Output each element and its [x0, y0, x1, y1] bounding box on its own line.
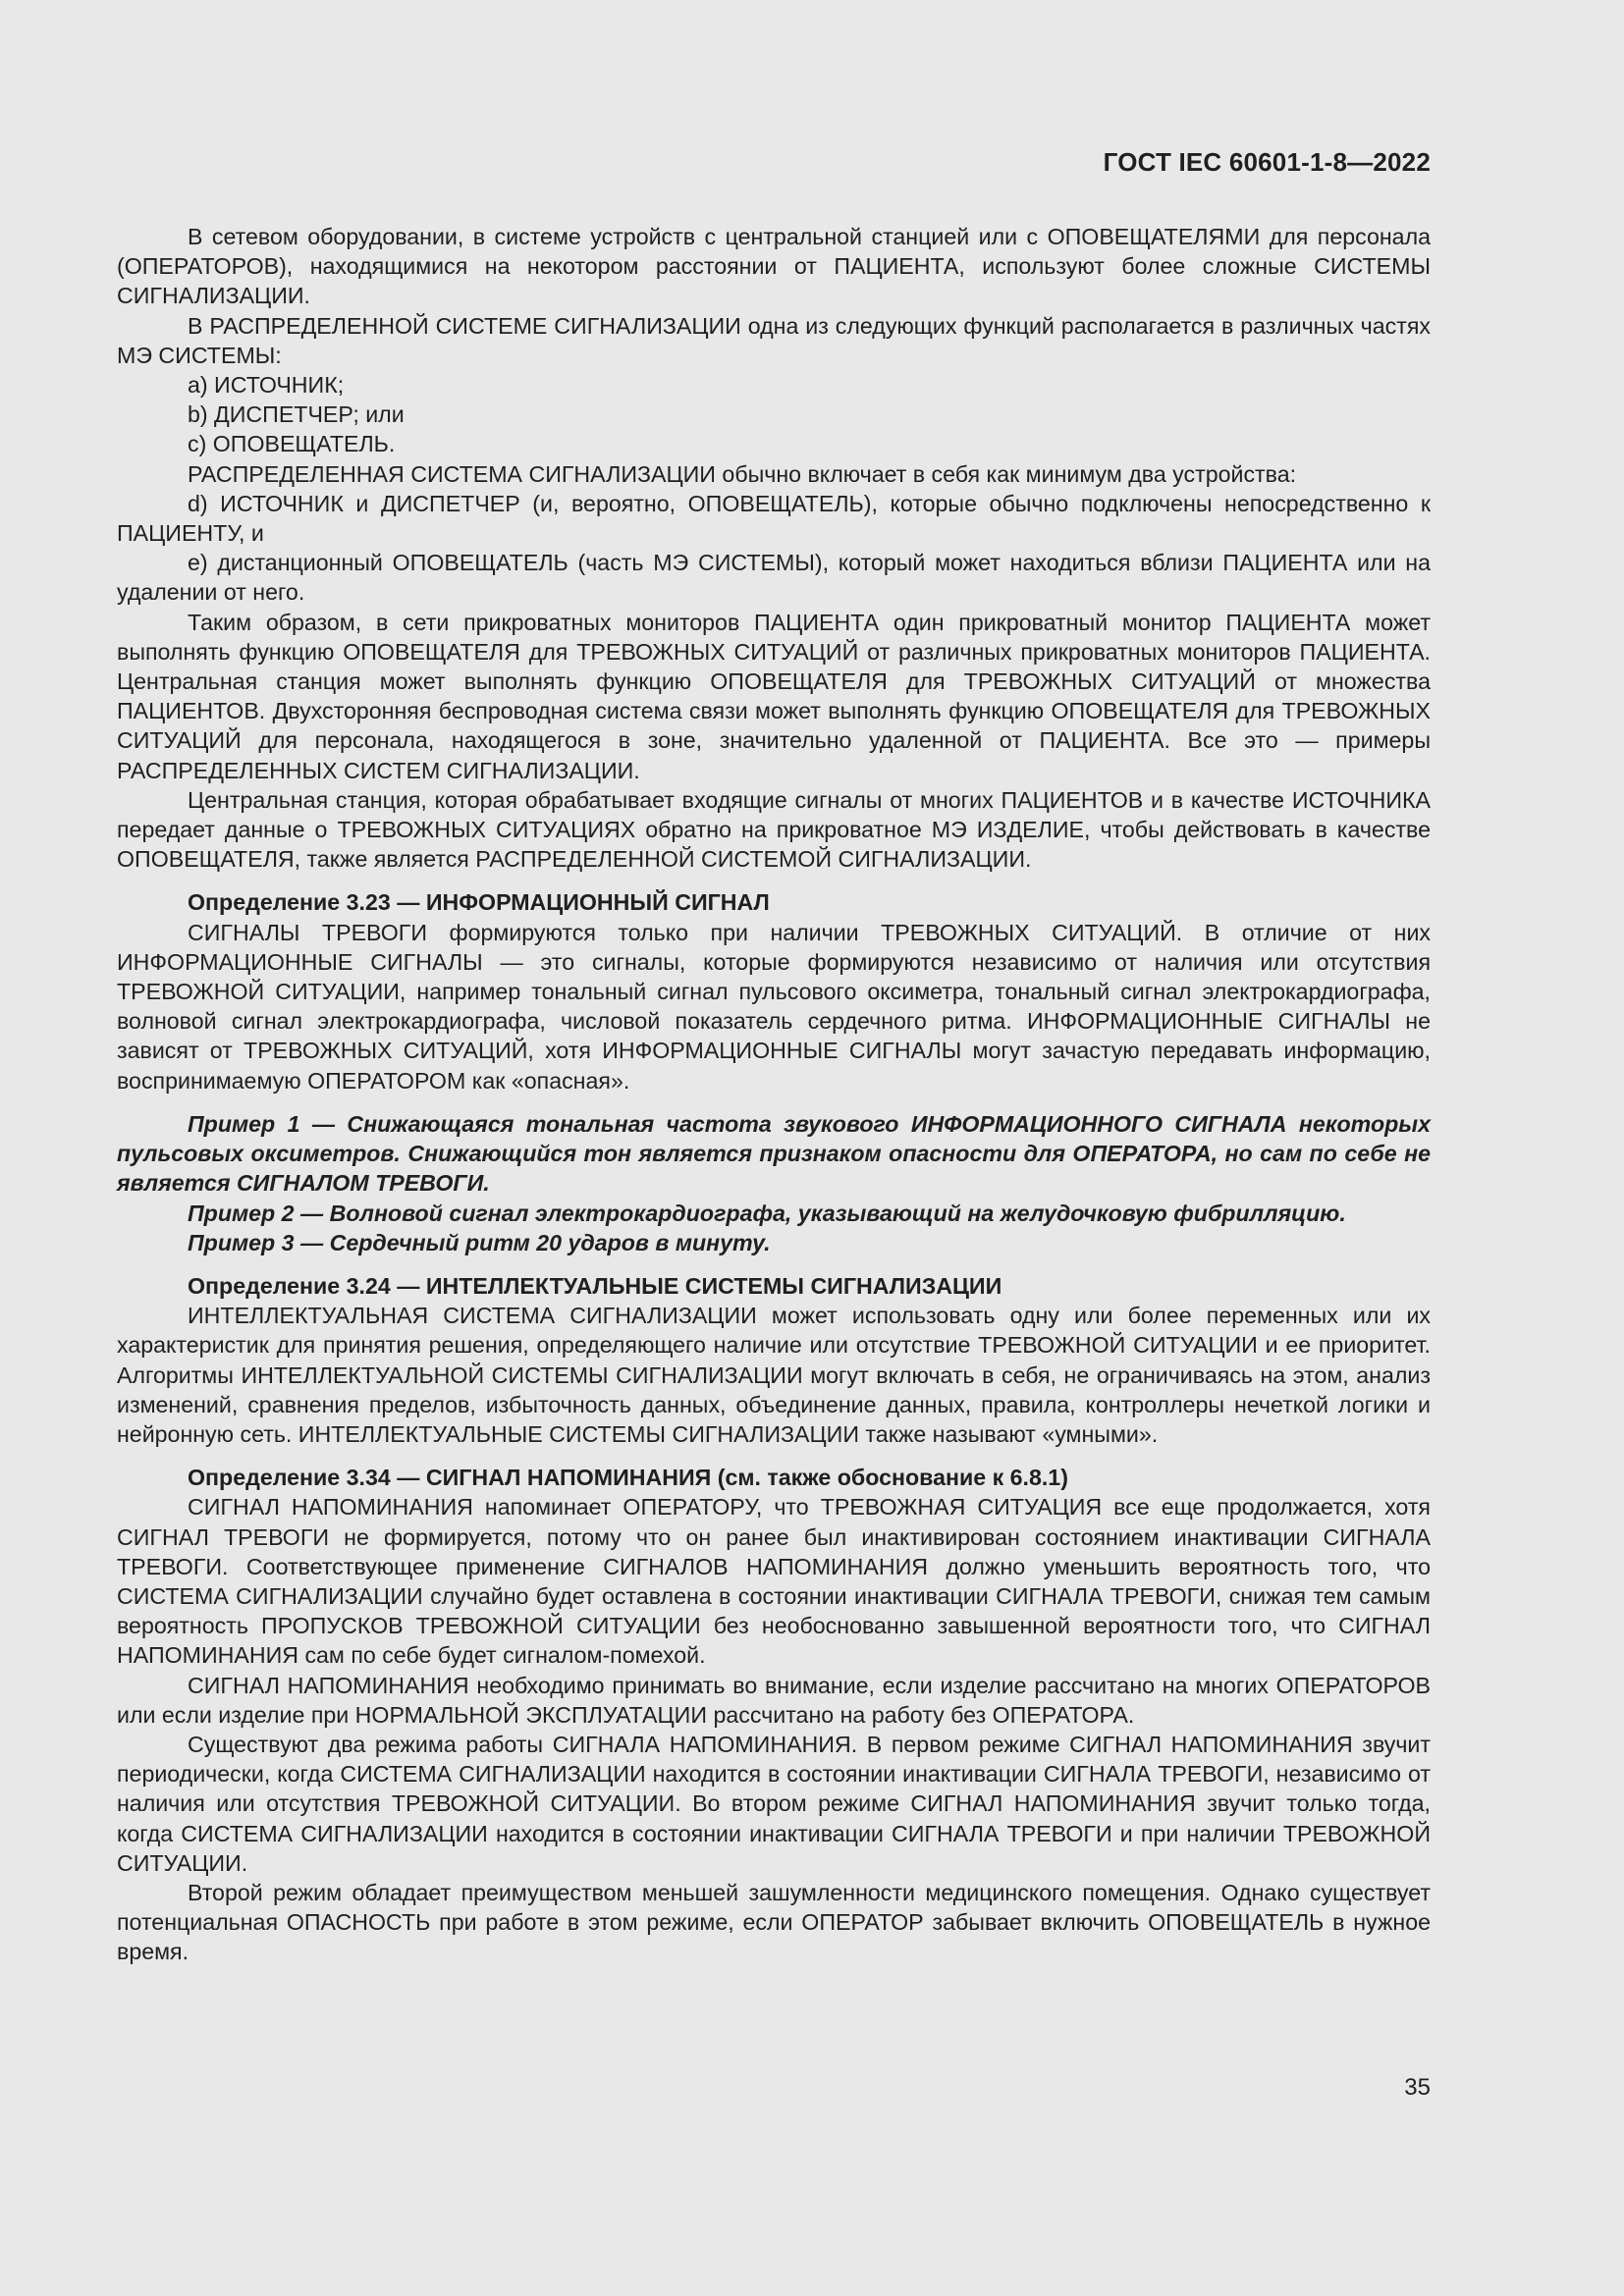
paragraph: Таким образом, в сети прикроватных мониторов ПАЦИЕНТА один прикроватный монитор ПАЦИЕНТА может выполнять функцию ОПОВЕЩАТЕЛЯ для ТРЕВОЖНЫХ СИТУАЦИЙ от различных прикроватных мониторов ПАЦИЕНТА. Центральная станция может выполнять функцию ОПОВЕЩАТЕЛЯ для ТРЕВОЖНЫХ СИТУАЦИЙ от множества ПАЦИЕНТОВ. Двухсторонняя беспроводная система связи может выполнять функцию ОПОВЕЩАТЕЛЯ для ТРЕВОЖНЫХ СИТУАЦИЙ для персонала, находящегося в зоне, значительно удаленной от ПАЦИЕНТА. Все это — примеры РАСПРЕДЕЛЕННЫХ СИСТЕМ СИГНАЛИЗАЦИИ.: [117, 609, 1431, 783]
paragraph: Второй режим обладает преимуществом меньшей зашумленности медицинского помещения. Однако существует потенциальная ОПАСНОСТЬ при работе в этом режиме, если ОПЕРАТОР забывает включить ОПОВЕЩАТЕЛЬ в нужное время.: [117, 1879, 1431, 1965]
example: Пример 3 — Сердечный ритм 20 ударов в минуту.: [188, 1229, 771, 1255]
definition-heading: Определение 3.24 — ИНТЕЛЛЕКТУАЛЬНЫЕ СИСТЕМЫ СИГНАЛИЗАЦИИ: [188, 1272, 1002, 1299]
definition-heading: Определение 3.34 — СИГНАЛ НАПОМИНАНИЯ (см. также обоснование к 6.8.1): [188, 1465, 1068, 1491]
list-item: b) ДИСПЕТЧЕР; или: [188, 401, 405, 428]
list-item: e) дистанционный ОПОВЕЩАТЕЛЬ (часть МЭ СИСТЕМЫ), который может находиться вблизи ПАЦИЕНТА или на удалении от него.: [117, 550, 1431, 606]
page-number: 35: [1404, 2074, 1431, 2101]
list-item: a) ИСТОЧНИК;: [188, 372, 345, 399]
paragraph: РАСПРЕДЕЛЕННАЯ СИСТЕМА СИГНАЛИЗАЦИИ обычно включает в себя как минимум два устройства:: [188, 460, 1297, 487]
standard-header: ГОСТ IEC 60601-1-8—2022: [1103, 147, 1431, 177]
example: Пример 2 — Волновой сигнал электрокардиографа, указывающий на желудочковую фибрилляцию.: [188, 1200, 1346, 1226]
example: Пример 1 — Снижающаяся тональная частота звукового ИНФОРМАЦИОННОГО СИГНАЛА некоторых пульсовых оксиметров. Снижающийся тон является признаком опасности для ОПЕРАТОРА, но сам по себе не является СИГНАЛОМ ТРЕВОГИ.: [117, 1110, 1431, 1197]
paragraph: СИГНАЛ НАПОМИНАНИЯ необходимо принимать во внимание, если изделие рассчитано на многих ОПЕРАТОРОВ или если изделие при НОРМАЛЬНОЙ ЭКСПЛУАТАЦИИ рассчитано на работу без ОПЕРАТОРА.: [117, 1672, 1431, 1728]
body-text: [117, 222, 1431, 1967]
paragraph: Существуют два режима работы СИГНАЛА НАПОМИНАНИЯ. В первом режиме СИГНАЛ НАПОМИНАНИЯ звучит периодически, когда СИСТЕМА СИГНАЛИЗАЦИИ находится в состоянии инактивации СИГНАЛА ТРЕВОГИ, независимо от наличия или отсутствия ТРЕВОЖНОЙ СИТУАЦИИ. Во втором режиме СИГНАЛ НАПОМИНАНИЯ звучит только тогда, когда СИСТЕМА СИГНАЛИЗАЦИИ находится в состоянии инактивации СИГНАЛА ТРЕВОГИ и при наличии ТРЕВОЖНОЙ СИТУАЦИИ.: [117, 1731, 1431, 1876]
paragraph: Центральная станция, которая обрабатывает входящие сигналы от многих ПАЦИЕНТОВ и в качестве ИСТОЧНИКА передает данные о ТРЕВОЖНЫХ СИТУАЦИЯХ обратно на прикроватное МЭ ИЗДЕЛИЕ, чтобы действовать в качестве ОПОВЕЩАТЕЛЯ, также является РАСПРЕДЕЛЕННОЙ СИСТЕМОЙ СИГНАЛИЗАЦИИ.: [117, 786, 1431, 873]
list-item: d) ИСТОЧНИК и ДИСПЕТЧЕР (и, вероятно, ОПОВЕЩАТЕЛЬ), которые обычно подключены непосредственно к ПАЦИЕНТУ, и: [117, 490, 1431, 547]
definition-heading: Определение 3.23 — ИНФОРМАЦИОННЫЙ СИГНАЛ: [188, 889, 770, 916]
paragraph: ИНТЕЛЛЕКТУАЛЬНАЯ СИСТЕМА СИГНАЛИЗАЦИИ может использовать одну или более переменных или их характеристик для принятия решения, определяющего наличие или отсутствие ТРЕВОЖНОЙ СИТУАЦИИ и ее приоритет. Алгоритмы ИНТЕЛЛЕКТУАЛЬНОЙ СИСТЕМЫ СИГНАЛИЗАЦИИ могут включать в себя, не ограничиваясь на этом, анализ изменений, сравнения пределов, избыточность данных, объединение данных, правила, контроллеры нечеткой логики и нейронную сеть. ИНТЕЛЛЕКТУАЛЬНЫЕ СИСТЕМЫ СИГНАЛИЗАЦИИ также называют «умными».: [117, 1303, 1431, 1447]
list-item: c) ОПОВЕЩАТЕЛЬ.: [188, 431, 396, 457]
paragraph: В сетевом оборудовании, в системе устройств с центральной станцией или с ОПОВЕЩАТЕЛЯМИ для персонала (ОПЕРАТОРОВ), находящимися на некотором расстоянии от ПАЦИЕНТА, используют более сложные СИСТЕМЫ СИГНАЛИЗАЦИИ.: [117, 224, 1431, 309]
paragraph: СИГНАЛЫ ТРЕВОГИ формируются только при наличии ТРЕВОЖНЫХ СИТУАЦИЙ. В отличие от них ИНФОРМАЦИОННЫЕ СИГНАЛЫ — это сигналы, которые формируются независимо от наличия или отсутствия ТРЕВОЖНОЙ СИТУАЦИИ, например тональный сигнал пульсового оксиметра, тональный сигнал электрокардиографа, волновой сигнал электрокардиографа, числовой показатель сердечного ритма. ИНФОРМАЦИОННЫЕ СИГНАЛЫ не зависят от ТРЕВОЖНЫХ СИТУАЦИЙ, хотя ИНФОРМАЦИОННЫЕ СИГНАЛЫ могут зачастую передавать информацию, воспринимаемую ОПЕРАТОРОМ как «опасная».: [117, 919, 1431, 1094]
paragraph: СИГНАЛ НАПОМИНАНИЯ напоминает ОПЕРАТОРУ, что ТРЕВОЖНАЯ СИТУАЦИЯ все еще продолжается, хотя СИГНАЛ ТРЕВОГИ не формируется, потому что он ранее был инактивирован состоянием инактивации СИГНАЛА ТРЕВОГИ. Соответствующее применение СИГНАЛОВ НАПОМИНАНИЯ должно уменьшить вероятность того, что СИСТЕМА СИГНАЛИЗАЦИИ случайно будет оставлена в состоянии инактивации СИГНАЛА ТРЕВОГИ, снижая тем самым вероятность ПРОПУСКОВ ТРЕВОЖНОЙ СИТУАЦИИ без необоснованно завышенной вероятности того, что СИГНАЛ НАПОМИНАНИЯ сам по себе будет сигналом-помехой.: [117, 1494, 1431, 1669]
paragraph: В РАСПРЕДЕЛЕННОЙ СИСТЕМЕ СИГНАЛИЗАЦИИ одна из следующих функций располагается в различных частях МЭ СИСТЕМЫ:: [117, 312, 1431, 368]
